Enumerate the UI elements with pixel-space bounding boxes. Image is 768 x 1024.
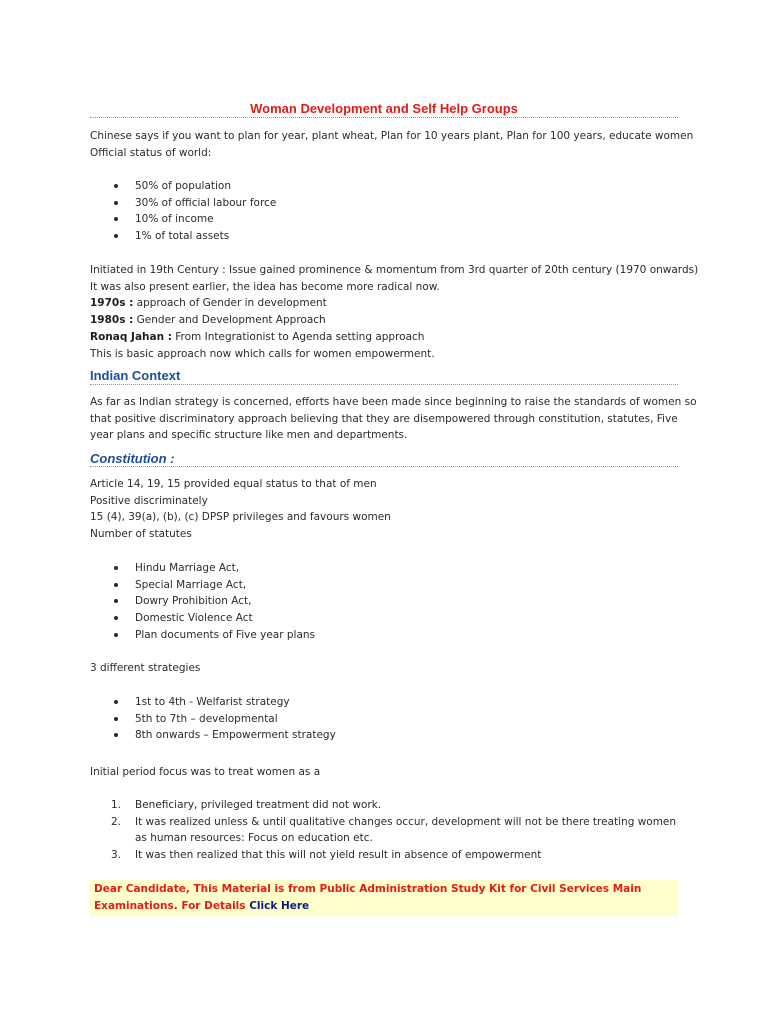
paragraph-line: As far as Indian strategy is concerned, efforts have been made since beginning to raise the standards of women so xyxy=(90,396,697,408)
strategies-intro: 3 different strategies xyxy=(90,662,201,674)
notice-text: Dear Candidate, This Material is from Public Administration Study Kit for Civil Services Main Examinations. For Details xyxy=(94,883,642,912)
intro-line: Chinese says if you want to plan for year, plant wheat, Plan for 10 years plant, Plan for 100 years, educate women xyxy=(90,130,694,142)
list-item: Special Marriage Act, xyxy=(90,577,315,594)
history-item-label: 1980s : xyxy=(90,314,134,327)
history-line: This is basic approach now which calls for women empowerment. xyxy=(90,347,435,360)
item-number: 2. xyxy=(111,815,122,828)
item-number: 3. xyxy=(111,849,122,862)
section-divider xyxy=(90,384,678,385)
history-item-text: Gender and Development Approach xyxy=(133,314,326,327)
list-item: Dowry Prohibition Act, xyxy=(90,593,315,610)
list-item: 8th onwards – Empowerment strategy xyxy=(90,727,336,744)
item-text: It was realized unless & until qualitative changes occur, development will not be there treating women as human resources: Focus on education etc. xyxy=(135,815,677,845)
title-divider xyxy=(90,117,678,118)
paragraph-line: 15 (4), 39(a), (b), (c) DPSP privileges and favours women xyxy=(90,511,391,524)
numbered-item xyxy=(90,814,678,847)
indian-context-paragraph xyxy=(90,394,697,444)
list-item: Domestic Violence Act xyxy=(90,610,315,627)
document-title: Woman Development and Self Help Groups xyxy=(250,101,518,116)
history-item-text: From Integrationist to Agenda setting approach xyxy=(171,330,425,343)
intro-paragraph xyxy=(90,128,694,161)
list-item: 50% of population xyxy=(90,178,276,195)
history-line: It was also present earlier, the idea has become more radical now. xyxy=(90,280,440,293)
paragraph-line: Number of statutes xyxy=(90,528,192,541)
item-text: Beneficiary, privileged treatment did not work. xyxy=(135,799,382,811)
history-item-label: Ronaq Jahan : xyxy=(90,330,172,343)
study-kit-notice xyxy=(90,880,678,916)
history-item xyxy=(90,312,678,329)
item-text: It was then realized that this will not yield result in absence of empowerment xyxy=(135,849,542,862)
numbered-item xyxy=(90,797,678,814)
click-here-link[interactable]: Click Here xyxy=(249,899,310,912)
paragraph-line: Positive discriminately xyxy=(90,494,208,507)
list-item: Plan documents of Five year plans xyxy=(90,627,315,644)
list-item: 5th to 7th – developmental xyxy=(90,711,336,728)
list-item: 30% of official labour force xyxy=(90,195,276,212)
constitution-heading: Constitution : xyxy=(90,451,175,466)
history-line: Initiated in 19th Century : Issue gained prominence & momentum from 3rd quarter of 20th century (1970 onwards) xyxy=(90,264,699,276)
item-number: 1. xyxy=(111,799,122,811)
list-item: 10% of income xyxy=(90,211,276,228)
history-paragraph xyxy=(90,262,699,362)
history-item xyxy=(90,295,678,312)
focus-intro: Initial period focus was to treat women as a xyxy=(90,766,321,778)
focus-list xyxy=(90,797,678,864)
indian-context-heading: Indian Context xyxy=(90,368,181,383)
paragraph-line: year plans and specific structure like men and departments. xyxy=(90,429,408,442)
intro-line: Official status of world: xyxy=(90,146,212,159)
history-item-text: approach of Gender in development xyxy=(133,297,327,310)
constitution-paragraph xyxy=(90,476,678,543)
world-status-list xyxy=(90,178,276,245)
list-item: 1st to 4th - Welfarist strategy xyxy=(90,694,336,711)
paragraph-line: Article 14, 19, 15 provided equal status to that of men xyxy=(90,478,377,490)
section-divider xyxy=(90,466,678,467)
list-item: 1% of total assets xyxy=(90,228,276,245)
list-item: Hindu Marriage Act, xyxy=(90,560,315,577)
strategies-list xyxy=(90,694,336,744)
statutes-list xyxy=(90,560,315,643)
numbered-item xyxy=(90,847,678,864)
paragraph-line: that positive discriminatory approach believing that they are disempowered through constitution, statutes, Five xyxy=(90,412,678,425)
history-item xyxy=(90,329,678,346)
history-item-label: 1970s : xyxy=(90,297,134,310)
